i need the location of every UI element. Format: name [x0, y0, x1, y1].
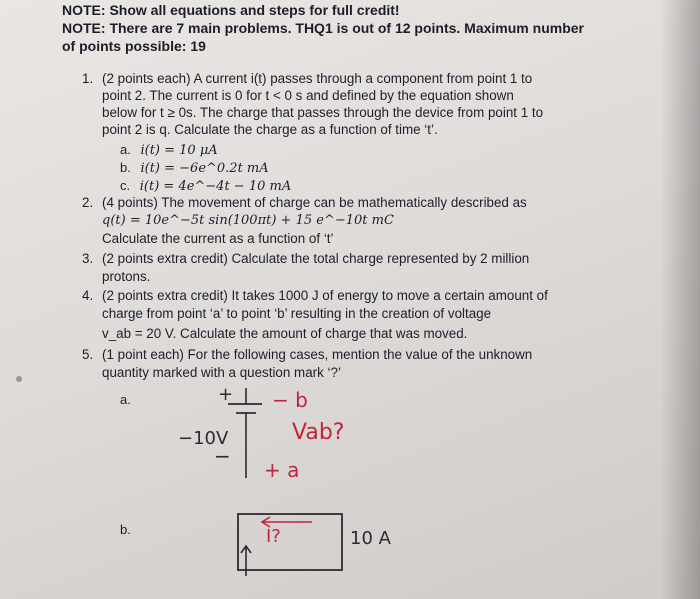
problem-text-line: (2 points each) A current i(t) passes through a component from point 1 to [102, 71, 533, 86]
problem-number: 2. [82, 195, 94, 210]
problem-text-line: (1 point each) For the following cases, mention the value of the unknown [102, 347, 533, 362]
part-label: a. [120, 142, 131, 157]
problem-5-part-b-label: b. [120, 522, 131, 537]
problem-number: 5. [82, 347, 94, 362]
note-line-3: of points possible: 19 [62, 38, 206, 54]
hw-10a: 10 A [350, 528, 391, 549]
hw-negative-10v: −10V [178, 428, 229, 449]
hw-current-question: I? [266, 526, 281, 547]
part-label: c. [120, 178, 131, 193]
hw-terminal-a: + a [264, 458, 300, 482]
hw-vab-question: Vab? [292, 420, 345, 445]
note-line-2: NOTE: There are 7 main problems. THQ1 is out of 12 points. Maximum number [62, 20, 584, 36]
hw-minus-sign: − [214, 444, 231, 468]
part-expression: i(t) = 4e^−4t − 10 mA [139, 179, 292, 194]
problem-number: 3. [82, 251, 94, 266]
note-line-1: NOTE: Show all equations and steps for full credit! [62, 2, 400, 18]
part-expression: i(t) = −6e^0.2t mA [140, 161, 269, 176]
problem-text-line: (2 points extra credit) Calculate the total charge represented by 2 million [102, 251, 530, 266]
problem-text-line: quantity marked with a question mark ‘?’ [102, 365, 341, 380]
problem-text-line: (2 points extra credit) It takes 1000 J of energy to move a certain amount of [102, 288, 548, 303]
problem-text-line: point 2 is q. Calculate the charge as a function of time ‘t’. [102, 122, 438, 137]
part-expression: i(t) = 10 μA [140, 143, 218, 158]
problem-text-line: v_ab = 20 V. Calculate the amount of charge that was moved. [102, 326, 468, 341]
problem-text-line: protons. [102, 269, 151, 284]
part-label: b. [120, 160, 131, 175]
binder-hole [16, 376, 22, 382]
problem-text-line: below for t ≥ 0s. The charge that passes through the device from point 1 to [102, 105, 544, 120]
problem-text-line: point 2. The current is 0 for t < 0 s and defined by the equation shown [102, 88, 514, 103]
problem-text-line: charge from point ‘a’ to point ‘b’ resulting in the creation of voltage [102, 306, 492, 321]
problem-text-line: Calculate the current as a function of ‘t’ [102, 231, 334, 246]
problem-text-line: (4 points) The movement of charge can be mathematically described as [102, 195, 527, 210]
problem-equation: q(t) = 10e^−5t sin(100πt) + 15 e^−10t mC [102, 213, 394, 228]
hw-plus-sign: + [218, 384, 234, 405]
problem-number: 4. [82, 288, 94, 303]
problem-number: 1. [82, 71, 94, 86]
problem-5-part-a-label: a. [120, 392, 131, 407]
hw-terminal-b: − b [272, 388, 308, 412]
